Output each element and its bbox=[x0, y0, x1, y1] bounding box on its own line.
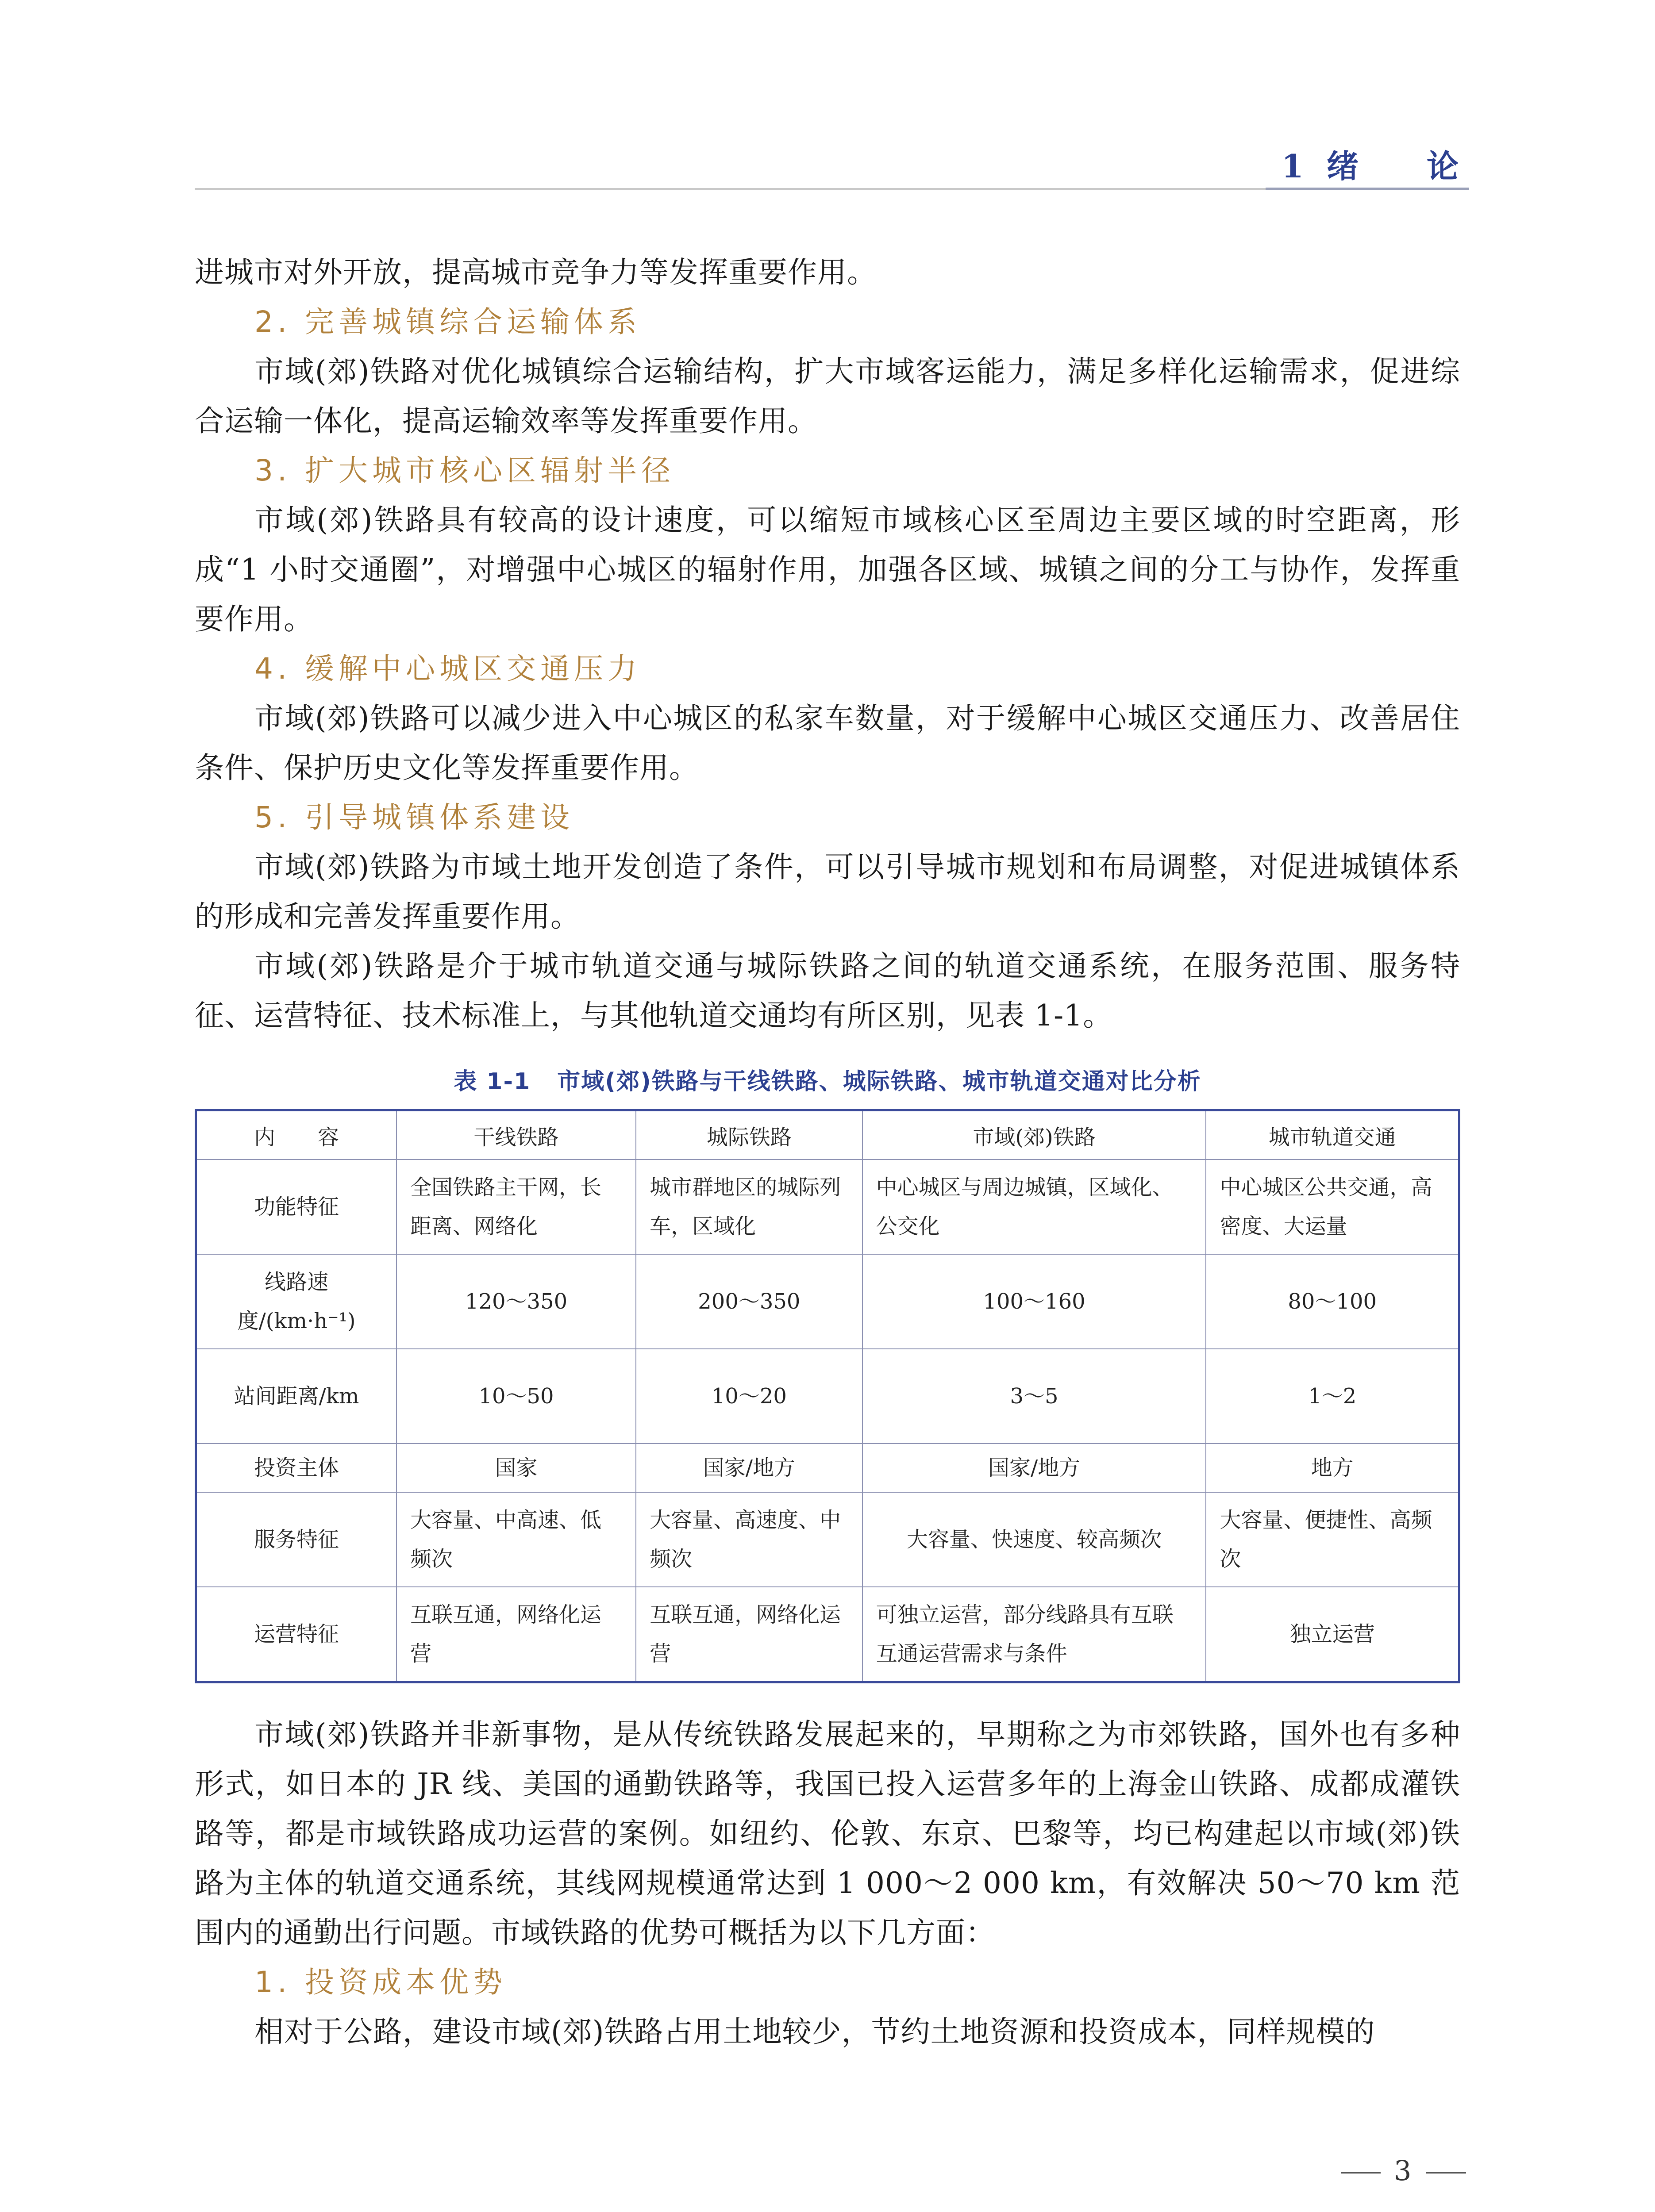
paragraph: 市域(郊)铁路对优化城镇综合运输结构，扩大市域客运能力，满足多样化运输需求，促进综合运输一体化，提高运输效率等发挥重要作用。 bbox=[195, 354, 1460, 438]
table-header-cell: 城际铁路 bbox=[636, 1110, 862, 1160]
paragraph: 市域(郊)铁路可以减少进入中心城区的私家车数量，对于缓解中心城区交通压力、改善居住条件、保护历史文化等发挥重要作用。 bbox=[195, 701, 1460, 785]
table-cell: 大容量、高速度、中频次 bbox=[636, 1492, 862, 1587]
chapter-header bbox=[1282, 141, 1460, 187]
paragraph: 市域(郊)铁路并非新事物，是从传统铁路发展起来的，早期称之为市郊铁路，国外也有多种形式，如日本的 JR 线、美国的通勤铁路等，我国已投入运营多年的上海金山铁路、成都成灌铁路等，都是市域铁路成功运营的案例。如纽约、伦敦、东京、巴黎等，均已构建起以市域(郊)铁路为主体的轨道交通系统，其线网规模通常达到 1 000～2 000 km，有效解决 50～70 km 范围内的通勤出行问题。市域铁路的优势可概括为以下几方面： bbox=[195, 1717, 1460, 1950]
page-number-dash-right bbox=[1426, 2172, 1466, 2174]
chapter-title-char-2: 论 bbox=[1426, 147, 1460, 185]
header-divider-accent bbox=[1266, 188, 1469, 190]
chapter-number: 1 bbox=[1281, 147, 1305, 185]
table-row-label: 线路速度/(km·h⁻¹) bbox=[196, 1254, 397, 1349]
table-row-label: 运营特征 bbox=[196, 1587, 397, 1682]
table-row-label: 服务特征 bbox=[196, 1492, 397, 1587]
table-cell: 中心城区公共交通，高密度、大运量 bbox=[1206, 1160, 1459, 1254]
table-cell: 中心城区与周边城镇，区域化、公交化 bbox=[862, 1160, 1206, 1254]
page-number bbox=[1328, 2154, 1479, 2187]
table-row bbox=[196, 1444, 1459, 1492]
table-cell: 国家/地方 bbox=[862, 1444, 1206, 1492]
table-cell: 100～160 bbox=[862, 1254, 1206, 1349]
table-cell: 80～100 bbox=[1206, 1254, 1459, 1349]
section-heading: 5. 引导城镇体系建设 bbox=[254, 800, 574, 834]
paragraph: 进城市对外开放，提高城市竞争力等发挥重要作用。 bbox=[195, 255, 877, 289]
table-cell: 国家 bbox=[396, 1444, 636, 1492]
page-number-dash-left bbox=[1341, 2172, 1381, 2174]
table-cell: 可独立运营，部分线路具有互联互通运营需求与条件 bbox=[862, 1587, 1206, 1682]
table-caption bbox=[195, 1063, 1460, 1096]
comparison-table bbox=[195, 1109, 1460, 1683]
table-cell: 大容量、快速度、较高频次 bbox=[862, 1492, 1206, 1587]
table-row-label: 功能特征 bbox=[196, 1160, 397, 1254]
table-header-cell: 内 容 bbox=[196, 1110, 397, 1160]
table-row bbox=[196, 1254, 1459, 1349]
paragraph: 市域(郊)铁路为市域土地开发创造了条件，可以引导城市规划和布局调整，对促进城镇体系的形成和完善发挥重要作用。 bbox=[195, 850, 1460, 933]
section-heading: 4. 缓解中心城区交通压力 bbox=[254, 652, 641, 686]
table-cell: 独立运营 bbox=[1206, 1587, 1459, 1682]
table-cell: 互联互通，网络化运营 bbox=[636, 1587, 862, 1682]
table-cell: 地方 bbox=[1206, 1444, 1459, 1492]
table-cell: 200～350 bbox=[636, 1254, 862, 1349]
table-row-label: 站间距离/km bbox=[196, 1349, 397, 1444]
paragraph: 市域(郊)铁路是介于城市轨道交通与城际铁路之间的轨道交通系统，在服务范围、服务特征、运营特征、技术标准上，与其他轨道交通均有所区别，见表 1-1。 bbox=[195, 949, 1460, 1033]
paragraph: 市域(郊)铁路具有较高的设计速度，可以缩短市域核心区至周边主要区域的时空距离，形成“1 小时交通圈”，对增强中心城区的辐射作用，加强各区域、城镇之间的分工与协作，发挥重要作用。 bbox=[195, 503, 1460, 636]
table-cell: 互联互通，网络化运营 bbox=[396, 1587, 636, 1682]
table-cell: 城市群地区的城际列车，区域化 bbox=[636, 1160, 862, 1254]
section-heading: 1. 投资成本优势 bbox=[254, 1965, 507, 1999]
table-cell: 国家/地方 bbox=[636, 1444, 862, 1492]
table-cell: 大容量、中高速、低频次 bbox=[396, 1492, 636, 1587]
table-header-cell: 城市轨道交通 bbox=[1206, 1110, 1459, 1160]
table-header-cell: 市域(郊)铁路 bbox=[862, 1110, 1206, 1160]
table-cell: 大容量、便捷性、高频次 bbox=[1206, 1492, 1459, 1587]
table-header-cell: 干线铁路 bbox=[396, 1110, 636, 1160]
table-row bbox=[196, 1587, 1459, 1682]
page-number-value: 3 bbox=[1394, 2154, 1413, 2187]
chapter-title-char-1: 绪 bbox=[1326, 147, 1360, 185]
table-row bbox=[196, 1349, 1459, 1444]
table-row bbox=[196, 1160, 1459, 1254]
table-header-row bbox=[196, 1110, 1459, 1160]
table-caption-text: 市域(郊)铁路与干线铁路、城际铁路、城市轨道交通对比分析 bbox=[557, 1068, 1201, 1095]
table-cell: 10～50 bbox=[396, 1349, 636, 1444]
table-cell: 3～5 bbox=[862, 1349, 1206, 1444]
table-row-label: 投资主体 bbox=[196, 1444, 397, 1492]
section-heading: 3. 扩大城市核心区辐射半径 bbox=[254, 453, 675, 488]
table-row bbox=[196, 1492, 1459, 1587]
table-cell: 120～350 bbox=[396, 1254, 636, 1349]
table-cell: 1～2 bbox=[1206, 1349, 1459, 1444]
section-heading: 2. 完善城镇综合运输体系 bbox=[254, 305, 641, 339]
paragraph: 相对于公路，建设市域(郊)铁路占用土地较少，节约土地资源和投资成本，同样规模的 bbox=[254, 2015, 1375, 2049]
table-caption-number: 表 1-1 bbox=[454, 1068, 531, 1095]
table-cell: 10～20 bbox=[636, 1349, 862, 1444]
page-body bbox=[195, 248, 1460, 2057]
table-cell: 全国铁路主干网，长距离、网络化 bbox=[396, 1160, 636, 1254]
